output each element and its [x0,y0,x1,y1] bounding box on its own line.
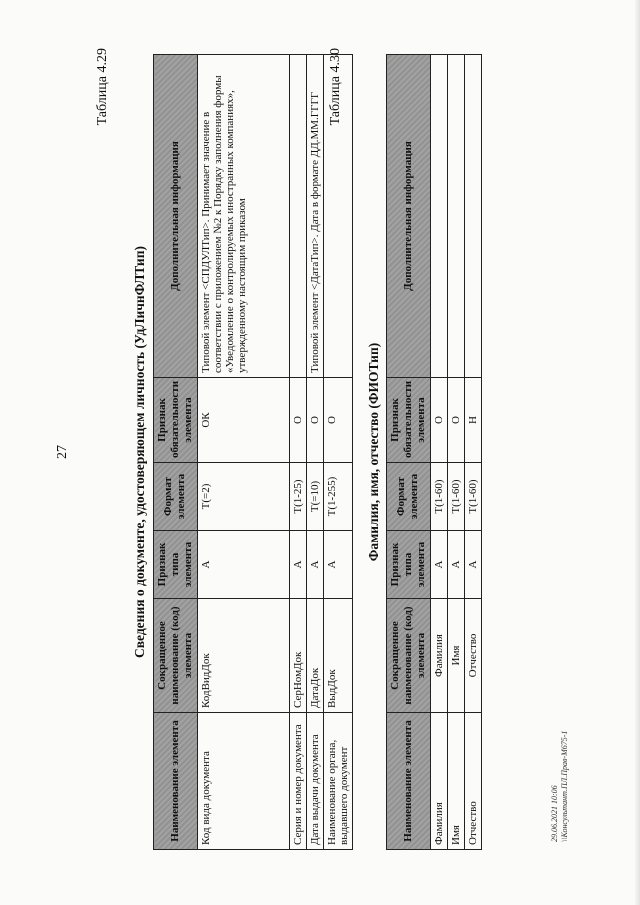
table-row [323,55,352,850]
table-cell: Т(1-255) [323,463,352,531]
page-edge-shadow [634,0,640,905]
header-cell: Сокращенное наименование (код) элемента [154,599,198,713]
header-cell: Дополнительная информация [387,55,431,378]
table-cell: Фамилия [430,599,447,713]
table-cell [447,55,464,378]
table-cell [430,55,447,378]
table-identity-document [153,54,353,850]
table-cell: Код вида документа [197,713,289,850]
table-cell [289,55,306,378]
table-cell: Типовой элемент <СПДУЛТип>. Принимает значение в соответствии с приложением №2 к Порядку заполнения формы «Уведомление о контролируемых иностранных компаниях», утвержденному настоящим приказом [197,55,289,378]
table-row [289,55,306,850]
table-cell: А [289,531,306,599]
header-cell: Признак обязательности элемента [154,378,198,463]
table-row [447,55,464,850]
header-cell: Формат элемента [387,463,431,531]
table-cell: О [323,378,352,463]
table-cell: Т(1-25) [289,463,306,531]
table-cell: Т(=10) [306,463,323,531]
table-cell: А [306,531,323,599]
table-number-4-30: Таблица 4.30 [328,48,343,126]
table-cell: ВыдДок [323,599,352,713]
table-cell: Отчество [464,599,481,713]
table-cell: ОК [197,378,289,463]
rotated-content [40,22,600,882]
table-cell: Т(1-60) [464,463,481,531]
table-row [464,55,481,850]
footer-note [550,731,570,842]
table-cell: О [306,378,323,463]
table-number-4-29: Таблица 4.29 [95,48,110,126]
table-cell: А [197,531,289,599]
table-cell: Серия и номер документа [289,713,306,850]
header-cell: Дополнительная информация [154,55,198,378]
table-cell: Т(1-60) [430,463,447,531]
table-row [306,55,323,850]
table-row [197,55,289,850]
table-cell: О [430,378,447,463]
table-cell [464,55,481,378]
header-cell: Признак обязательности элемента [387,378,431,463]
table-cell: Фамилия [430,713,447,850]
table-cell: Имя [447,713,464,850]
table-cell: О [447,378,464,463]
table-title-4-29: Сведения о документе, удостоверяющем личность (УдЛичнФЛТип) [132,246,147,658]
table-cell: ДатаДок [306,599,323,713]
table-cell: О [289,378,306,463]
table-cell: Имя [447,599,464,713]
table-cell: А [323,531,352,599]
table-cell: Наименование органа, выдавшего документ [323,713,352,850]
table-cell: Отчество [464,713,481,850]
footer-note-line: 29.06.2021 10:06 [550,785,559,842]
table-cell: А [447,531,464,599]
table-cell: КодВидДок [197,599,289,713]
table-cell: СерНомДок [289,599,306,713]
header-cell: Признак типа элемента [154,531,198,599]
header-cell: Наименование элемента [154,713,198,850]
table-title-4-30: Фамилия, имя, отчество (ФИОТип) [366,342,381,562]
table-header-row [154,55,198,850]
header-cell: Признак типа элемента [387,531,431,599]
header-cell: Сокращенное наименование (код) элемента [387,599,431,713]
table-cell: Н [464,378,481,463]
table-cell: Типовой элемент <ДатаТип>. Дата в формате ДД.ММ.ГГГГ [306,55,323,378]
header-cell: Формат элемента [154,463,198,531]
table-cell: А [430,531,447,599]
table-cell: Т(1-60) [447,463,464,531]
footer-note-line: \\Консультант.ПЛ.Прав-М675-1 [560,730,569,842]
table-cell: Дата выдачи документа [306,713,323,850]
table-row [430,55,447,850]
page-number: 27 [55,445,70,459]
table-cell: Т(=2) [197,463,289,531]
table-header-row [387,55,431,850]
table-cell: А [464,531,481,599]
header-cell: Наименование элемента [387,713,431,850]
table-full-name [386,54,482,850]
